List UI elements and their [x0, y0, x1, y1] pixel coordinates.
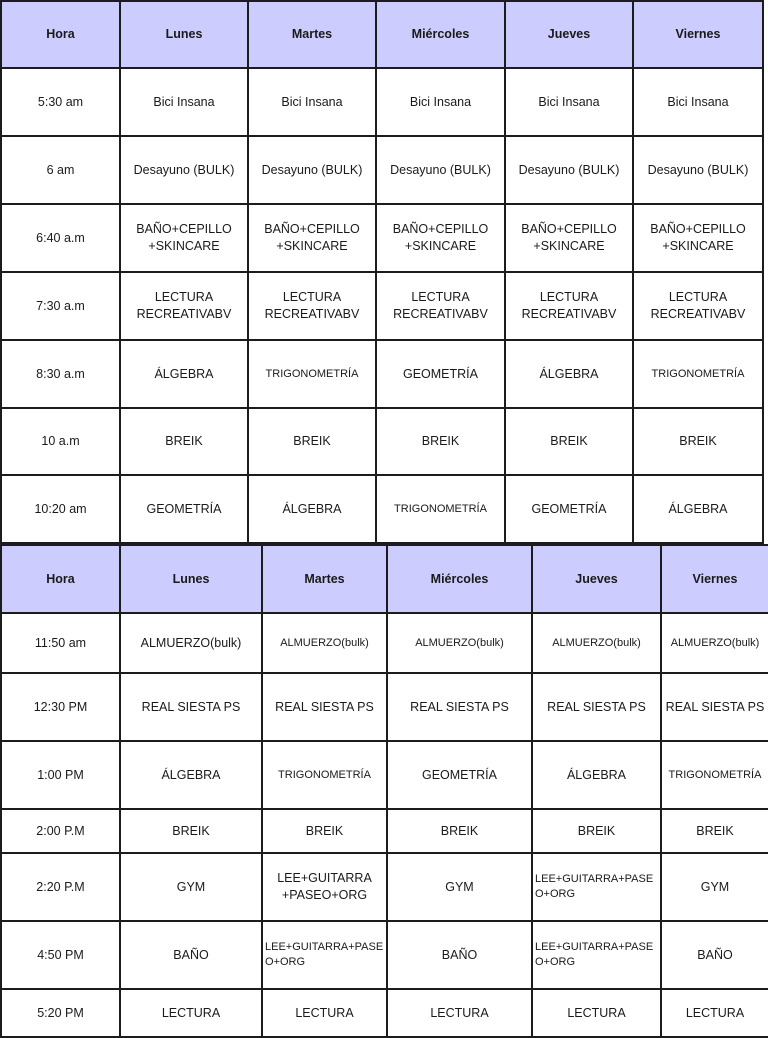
- schedule-cell: ALMUERZO(bulk): [661, 613, 768, 673]
- schedule-cell: GEOMETRÍA: [376, 340, 505, 408]
- table-row: [1, 136, 763, 204]
- table-row: [1, 204, 763, 272]
- schedule-cell: ÁLGEBRA: [532, 741, 661, 809]
- schedule-cell: ALMUERZO(bulk): [120, 613, 262, 673]
- schedule-cell: Bici Insana: [248, 68, 376, 136]
- schedule-cell: BREIK: [532, 809, 661, 853]
- schedule-cell: BREIK: [376, 408, 505, 475]
- header-miercoles: Miércoles: [376, 1, 505, 68]
- schedule-cell: LEE+GUITARRA +PASEO+ORG: [262, 853, 387, 921]
- schedule-cell: GEOMETRÍA: [387, 741, 532, 809]
- schedule-cell: GYM: [387, 853, 532, 921]
- schedule-cell: GYM: [120, 853, 262, 921]
- schedule-cell: BREIK: [387, 809, 532, 853]
- table-row: [1, 340, 763, 408]
- header-row: [1, 545, 768, 613]
- schedule-cell: ALMUERZO(bulk): [262, 613, 387, 673]
- schedule-cell: ÁLGEBRA: [120, 741, 262, 809]
- header-jueves: Jueves: [532, 545, 661, 613]
- header-lunes: Lunes: [120, 545, 262, 613]
- schedule-cell: Desayuno (BULK): [376, 136, 505, 204]
- schedule-cell: ÁLGEBRA: [633, 475, 763, 543]
- schedule-cell: BREIK: [505, 408, 633, 475]
- schedule-cell: LECTURA RECREATIVABV: [248, 272, 376, 340]
- header-hora: Hora: [1, 1, 120, 68]
- header-viernes: Viernes: [633, 1, 763, 68]
- schedule-cell: ALMUERZO(bulk): [532, 613, 661, 673]
- header-martes: Martes: [248, 1, 376, 68]
- time-cell: 5:20 PM: [1, 989, 120, 1037]
- schedule-cell: BAÑO+CEPILLO +SKINCARE: [376, 204, 505, 272]
- schedule-cell: LEE+GUITARRA+PASEO+ORG: [532, 921, 661, 989]
- time-cell: 12:30 PM: [1, 673, 120, 741]
- time-cell: 1:00 PM: [1, 741, 120, 809]
- schedule-cell: BREIK: [248, 408, 376, 475]
- schedule-cell: BAÑO: [661, 921, 768, 989]
- schedule-cell: LECTURA: [661, 989, 768, 1037]
- schedule-cell: BAÑO+CEPILLO +SKINCARE: [633, 204, 763, 272]
- schedule-cell: ALMUERZO(bulk): [387, 613, 532, 673]
- schedule-cell: LECTURA: [262, 989, 387, 1037]
- schedule-cell: BAÑO+CEPILLO +SKINCARE: [248, 204, 376, 272]
- table-row: [1, 613, 768, 673]
- schedule-cell: LECTURA RECREATIVABV: [633, 272, 763, 340]
- time-cell: 2:00 P.M: [1, 809, 120, 853]
- table-row: [1, 853, 768, 921]
- schedule-cell: REAL SIESTA PS: [262, 673, 387, 741]
- time-cell: 5:30 am: [1, 68, 120, 136]
- schedule-cell: Desayuno (BULK): [248, 136, 376, 204]
- schedule-cell: ÁLGEBRA: [120, 340, 248, 408]
- schedule-cell: REAL SIESTA PS: [532, 673, 661, 741]
- schedule-cell: BAÑO+CEPILLO +SKINCARE: [505, 204, 633, 272]
- table-row: [1, 673, 768, 741]
- schedule-cell: TRIGONOMETRÍA: [376, 475, 505, 543]
- table-row: [1, 989, 768, 1037]
- header-jueves: Jueves: [505, 1, 633, 68]
- header-lunes: Lunes: [120, 1, 248, 68]
- schedule-cell: LEE+GUITARRA+PASEO+ORG: [532, 853, 661, 921]
- time-cell: 10:20 am: [1, 475, 120, 543]
- schedule-cell: TRIGONOMETRÍA: [262, 741, 387, 809]
- schedule-cell: Bici Insana: [633, 68, 763, 136]
- schedule-cell: ÁLGEBRA: [505, 340, 633, 408]
- header-row: [1, 1, 763, 68]
- time-cell: 6 am: [1, 136, 120, 204]
- time-cell: 4:50 PM: [1, 921, 120, 989]
- schedule-cell: BAÑO: [387, 921, 532, 989]
- table-row: [1, 272, 763, 340]
- schedule-cell: REAL SIESTA PS: [661, 673, 768, 741]
- schedule-cell: BREIK: [661, 809, 768, 853]
- schedule-cell: LECTURA RECREATIVABV: [376, 272, 505, 340]
- time-cell: 2:20 P.M: [1, 853, 120, 921]
- header-viernes: Viernes: [661, 545, 768, 613]
- schedule-cell: LECTURA: [120, 989, 262, 1037]
- schedule-cell: Bici Insana: [505, 68, 633, 136]
- table-row: [1, 921, 768, 989]
- schedule-cell: TRIGONOMETRÍA: [248, 340, 376, 408]
- schedule-cell: LECTURA RECREATIVABV: [505, 272, 633, 340]
- time-cell: 10 a.m: [1, 408, 120, 475]
- schedule-cell: BAÑO+CEPILLO +SKINCARE: [120, 204, 248, 272]
- schedule-cell: BREIK: [262, 809, 387, 853]
- schedule-cell: BREIK: [633, 408, 763, 475]
- table-row: [1, 68, 763, 136]
- schedule-cell: ÁLGEBRA: [248, 475, 376, 543]
- header-martes: Martes: [262, 545, 387, 613]
- schedule-cell: REAL SIESTA PS: [120, 673, 262, 741]
- time-cell: 7:30 a.m: [1, 272, 120, 340]
- schedule-cell: TRIGONOMETRÍA: [633, 340, 763, 408]
- schedule-cell: REAL SIESTA PS: [387, 673, 532, 741]
- table-row: [1, 475, 763, 543]
- schedule-cell: LECTURA RECREATIVABV: [120, 272, 248, 340]
- schedule-cell: TRIGONOMETRÍA: [661, 741, 768, 809]
- schedule-cell: Desayuno (BULK): [505, 136, 633, 204]
- schedule-cell: Desayuno (BULK): [633, 136, 763, 204]
- schedule-cell: GEOMETRÍA: [120, 475, 248, 543]
- schedule-cell: Desayuno (BULK): [120, 136, 248, 204]
- table-row: [1, 741, 768, 809]
- time-cell: 6:40 a.m: [1, 204, 120, 272]
- schedule-cell: BREIK: [120, 809, 262, 853]
- header-miercoles: Miércoles: [387, 545, 532, 613]
- schedule-table-afternoon: [0, 544, 768, 1038]
- table-row: [1, 809, 768, 853]
- schedule-cell: Bici Insana: [120, 68, 248, 136]
- schedule-cell: Bici Insana: [376, 68, 505, 136]
- header-hora: Hora: [1, 545, 120, 613]
- time-cell: 11:50 am: [1, 613, 120, 673]
- schedule-cell: GEOMETRÍA: [505, 475, 633, 543]
- schedule-cell: BREIK: [120, 408, 248, 475]
- schedule-cell: BAÑO: [120, 921, 262, 989]
- schedule-cell: LEE+GUITARRA+PASEO+ORG: [262, 921, 387, 989]
- schedule-cell: GYM: [661, 853, 768, 921]
- schedule-cell: LECTURA: [532, 989, 661, 1037]
- schedule-cell: LECTURA: [387, 989, 532, 1037]
- table-row: [1, 408, 763, 475]
- time-cell: 8:30 a.m: [1, 340, 120, 408]
